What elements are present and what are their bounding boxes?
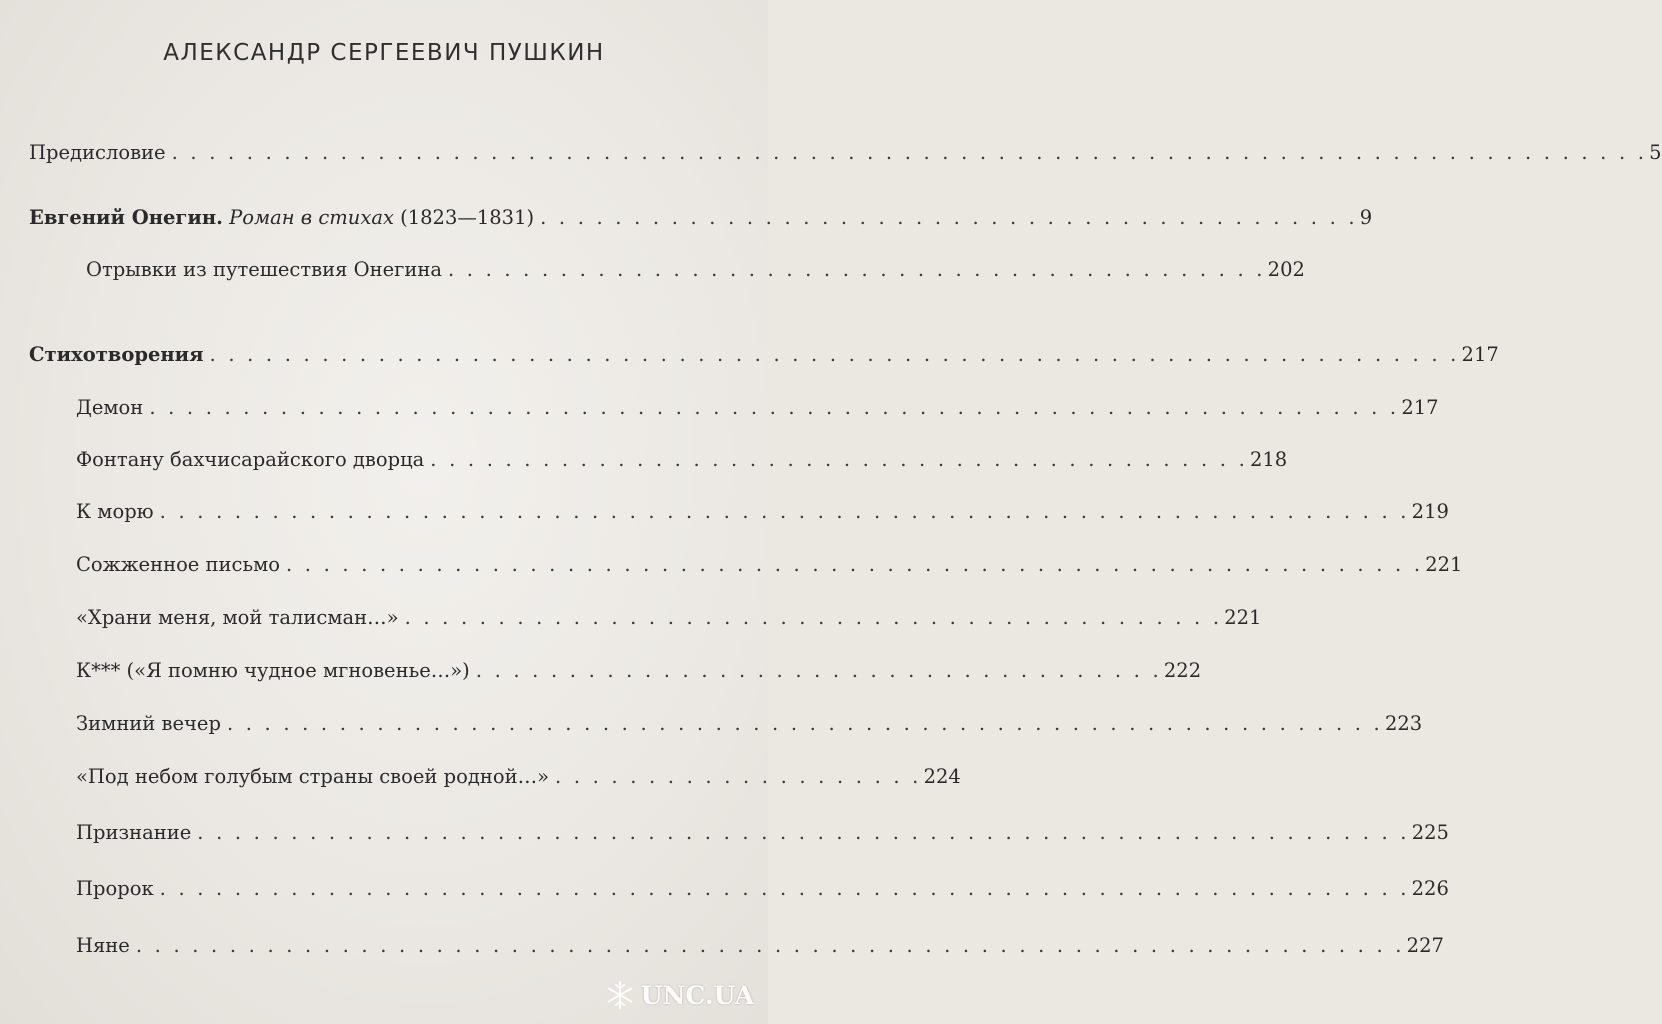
snowflake-icon	[605, 980, 635, 1010]
toc-entry-confession	[76, 816, 1449, 850]
toc-leader-dots: . . . . . . . . . . . . . . . . . . . . . . . . . . . . . . . . . . . . . . . . . . . . . . . . . . . . . . . . . . . . . . . . . . .	[159, 877, 1410, 900]
toc-title-years: (1823—1831)	[400, 206, 535, 229]
toc-title: К*** («Я помню чудное мгновенье…»)	[76, 659, 470, 682]
toc-leader-dots: . . . . . . . . . . . . . . . . . . . . . . . . . . . . . . . . . . . . . . . . . . . .	[447, 258, 1266, 281]
toc-title: «Храни меня, мой талисман…»	[76, 606, 399, 629]
toc-leader-dots: . . . . . . . . . . . . . . . . . . . . . . . . . . . . . . . . . . . . . . . . . . . . . . . . . . . . . . . . . . . . . . . . . . .	[209, 343, 1460, 366]
toc-title: Няне	[76, 934, 130, 957]
toc-title-bold: Евгений Онегин.	[29, 206, 223, 229]
toc-entry-excerpts	[86, 253, 1305, 287]
toc-title: Демон	[76, 396, 144, 419]
toc-leader-dots: . . . . . . . . . . . . . . . . . . . . . . . . . . . . . . . . . . . . . . . . . . . . . . . . . . . . . . . . . . . . . . . . . . .	[159, 500, 1410, 523]
toc-entry-prophet	[76, 872, 1449, 906]
toc-title: Стихотворения	[29, 343, 204, 366]
toc-title: Фонтану бахчисарайского дворца	[76, 448, 425, 471]
toc-title: Отрывки из путешествия Онегина	[86, 258, 442, 281]
toc-entry-talisman	[76, 601, 1262, 635]
toc-entry-burned-letter	[76, 548, 1463, 582]
toc-leader-dots: . . . . . . . . . . . . . . . . . . . . . . . . . . . . . . . . . . . . . . . . . . . .	[430, 448, 1248, 471]
toc-leader-dots: . . . . . . . . . . . . . . . . . . . . . . . . . . . . . . . . . . . . . . . . . . . .	[404, 606, 1223, 629]
toc-leader-dots: . . . . . . . . . . . . . . . . . . . . . . . . . . . . . . . . . . . . . . . . . . . .	[540, 206, 1358, 229]
toc-title: Предисловие	[29, 141, 166, 164]
toc-leader-dots: . . . . . . . . . . . . . . . . . . . . . . . . . . . . . . . . . . . . . . . . . . . . . . . . . . . . . . . . . . . . . . . . .	[197, 821, 1410, 844]
toc-page-number: 221	[1224, 606, 1262, 629]
toc-entry-to-nanny	[76, 929, 1444, 963]
toc-entry-k-stars	[76, 654, 1202, 688]
toc-title: «Под небом голубым страны своей родной…»	[76, 765, 550, 788]
toc-entry-onegin	[29, 201, 1373, 235]
toc-title: Пророк	[76, 877, 154, 900]
toc-title: Зимний вечер	[76, 712, 221, 735]
toc-leader-dots: . . . . . . . . . . . . . . . . . . . . . . . . . . . . . . . . . . . . . . . . . . . . . . . . . . . . . . . . . . . . . . . . . . . . . . . . . . . . . . .	[171, 141, 1648, 164]
toc-page-number: 218	[1249, 448, 1288, 471]
toc-title: Сожженное письмо	[76, 553, 280, 576]
toc-entry-demon	[76, 391, 1439, 425]
toc-page-number: 219	[1411, 500, 1449, 523]
toc-page-number: 5	[1649, 141, 1662, 164]
toc-page-number: 217	[1461, 343, 1499, 366]
toc-page-number: 217	[1401, 396, 1439, 419]
toc-page-number: 226	[1411, 877, 1449, 900]
toc-title-italic: Роман в стихах	[222, 206, 401, 229]
watermark-text: UNC.UA	[640, 980, 754, 1010]
toc-entry-under-blue-sky	[76, 760, 961, 794]
toc-page-number: 221	[1425, 553, 1463, 576]
toc-page-number: 227	[1406, 934, 1444, 957]
toc-page-number: 223	[1384, 712, 1423, 735]
toc-page-number: 202	[1267, 258, 1305, 281]
toc-title	[29, 201, 534, 235]
toc-leader-dots: . . . . . . . . . . . . . . . . . . . . . . . . . . . . . . . . . . . . .	[475, 659, 1162, 682]
toc-leader-dots: . . . . . . . . . . . . . . . . . . . .	[555, 765, 922, 788]
toc-leader-dots: . . . . . . . . . . . . . . . . . . . . . . . . . . . . . . . . . . . . . . . . . . . . . . . . . . . . . . . . . . . . . . . . . . .	[149, 396, 1400, 419]
toc-entry-poems	[29, 338, 1499, 372]
toc-leader-dots: . . . . . . . . . . . . . . . . . . . . . . . . . . . . . . . . . . . . . . . . . . . . . . . . . . . . . . . . . . . . . . . . . . . .	[135, 934, 1405, 957]
site-watermark	[605, 980, 754, 1010]
toc-entry-preface	[29, 136, 1662, 170]
toc-entry-winter-evening	[76, 707, 1423, 741]
toc-leader-dots: . . . . . . . . . . . . . . . . . . . . . . . . . . . . . . . . . . . . . . . . . . . . . . . . . . . . . . . . . . . . .	[286, 553, 1424, 576]
toc-entry-to-the-sea	[76, 495, 1449, 529]
author-heading: АЛЕКСАНДР СЕРГЕЕВИЧ ПУШКИН	[163, 40, 605, 66]
toc-page-number: 225	[1411, 821, 1449, 844]
toc-title: Признание	[76, 821, 192, 844]
toc-page-number: 9	[1359, 206, 1373, 229]
toc-entry-fountain	[76, 443, 1288, 477]
toc-title: К морю	[76, 500, 154, 523]
toc-page-number: 224	[923, 765, 961, 788]
toc-page-number: 222	[1163, 659, 1202, 682]
toc-leader-dots: . . . . . . . . . . . . . . . . . . . . . . . . . . . . . . . . . . . . . . . . . . . . . . . . . . . . . . . . . . . . . .	[226, 712, 1383, 735]
